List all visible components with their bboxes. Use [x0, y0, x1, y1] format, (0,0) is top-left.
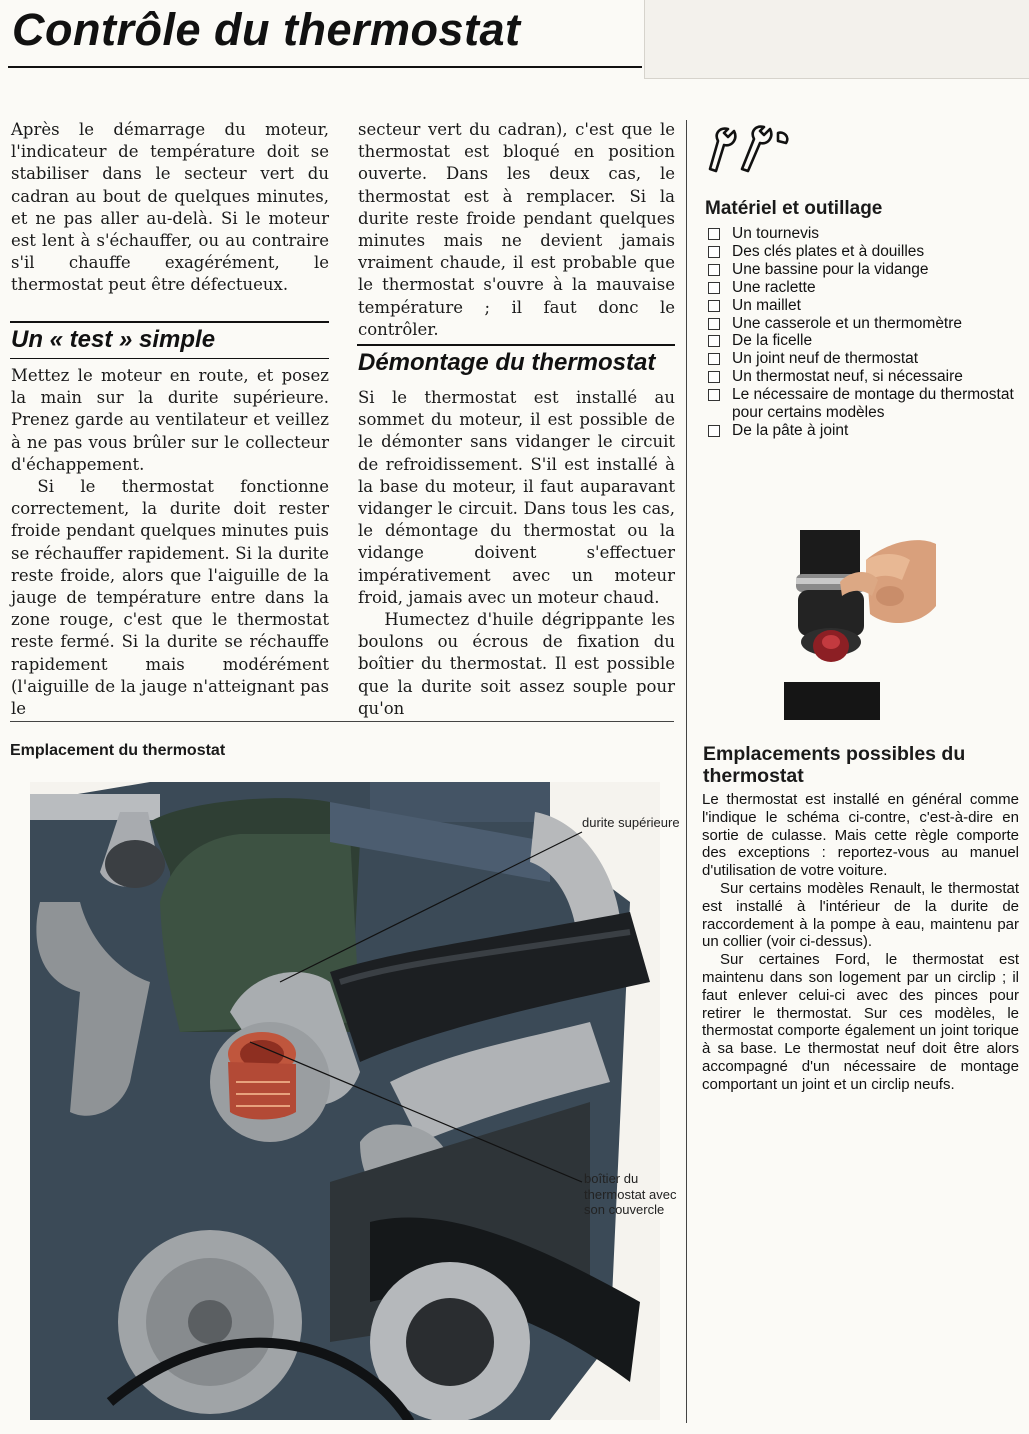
checklist-item: [707, 350, 1027, 368]
checklist-item: [707, 315, 1027, 333]
callout-label: durite supérieure: [582, 815, 680, 830]
checklist-item-label: Un joint neuf de thermostat: [732, 350, 919, 368]
checklist-item-label: Une raclette: [732, 278, 816, 296]
checkbox[interactable]: [708, 389, 720, 401]
emplacements-heading: Emplacements possibles du thermostat: [703, 743, 966, 787]
page-title: Contrôle du thermostat: [12, 4, 521, 55]
checklist-item-label: De la pâte à joint: [732, 421, 849, 439]
checklist-item: [707, 243, 1027, 261]
section-body-demontage: [358, 387, 675, 720]
checkbox[interactable]: [708, 282, 720, 294]
checklist-item: [707, 225, 1027, 243]
section-rule: [10, 358, 329, 359]
checkbox[interactable]: [708, 246, 720, 258]
paragraph: Si le thermostat fonctionne correctement, la durite doit rester froide pendant quelques minutes puis se réchauffer rapidement. Si la durite reste froide, alors que l'aiguille de la jauge de température entre dans la zone rouge, c'est que le thermostat reste fermé. Si la durite se réchauffe rapidement mais modérément (l'aiguille de la jauge n'atteignant pas le: [11, 477, 329, 719]
section-heading-demontage: Démontage du thermostat: [358, 349, 656, 376]
checkbox[interactable]: [708, 425, 720, 437]
column-divider-vertical: [686, 120, 687, 1423]
paragraph: Si le thermostat est installé au sommet du moteur, il est possible de le démonter sans vidanger le circuit de refroidissement. S'il est installé à la base du moteur, il faut auparavant vidanger le circuit. Dans tous les cas, le démontage du thermostat ou la vidange doivent s'effectuer impérativement avec un moteur froid, jamais avec un moteur chaud.: [358, 388, 675, 607]
paragraph: Mettez le moteur en route, et posez la main sur la durite supérieure. Prenez garde au ventilateur et veillez à ne pas vous brûler sur le collecteur d'échappement.: [11, 366, 329, 474]
checklist-item: [707, 422, 1027, 440]
checkbox[interactable]: [708, 300, 720, 312]
paragraph: Sur certains modèles Renault, le thermostat est installé à l'intérieur de la durite de raccordement à la pompe à eau, maintenu par un collier (voir ci-dessus).: [702, 879, 1019, 951]
checkbox[interactable]: [708, 264, 720, 276]
thermostat-hose-photo: [770, 530, 938, 720]
checklist-item: [707, 261, 1027, 279]
emplacements-body: [702, 791, 1019, 1094]
paragraph: Humectez d'huile dégrippante les boulons ou écrous de fixation du boîtier du thermostat. Il est possible que la durite soit assez souple pour qu'on: [358, 610, 675, 718]
paragraph: Le thermostat est installé en général comme l'indique le schéma ci-contre, c'est-à-dire en sortie de culasse. Mais cette règle comporte des exceptions : reportez-vous au manuel d'utilisation de votre voiture.: [702, 791, 1019, 880]
section-body-test: [11, 365, 329, 720]
checklist-item-label: Une casserole et un thermomètre: [732, 314, 963, 332]
materials-heading: Matériel et outillage: [705, 198, 883, 219]
checkbox[interactable]: [708, 228, 720, 240]
materials-checklist: [707, 225, 1027, 440]
engine-illustration: [30, 782, 660, 1420]
checklist-item-label: Des clés plates et à douilles: [732, 242, 925, 260]
section-rule: [357, 344, 675, 346]
section-heading-test: Un « test » simple: [11, 326, 216, 353]
checklist-item: [707, 368, 1027, 386]
page-corner-paper: [644, 0, 1029, 79]
section-rule: [10, 321, 329, 323]
paragraph: Sur certaines Ford, le thermostat est maintenu dans son logement par un circlip ; il faut enlever celui-ci avec des pinces pour retirer le thermostat. Sur ces modèles, le thermostat comporte également un joint torique à sa base. Le thermostat neuf doit être alors accompagné d'un nécessaire de montage comportant un joint et un circlip neufs.: [702, 951, 1019, 1093]
callout-upper-hose: [582, 815, 682, 831]
checklist-item: [707, 332, 1027, 350]
intro-paragraph-1: Après le démarrage du moteur, l'indicateur de température doit se stabiliser dans le secteur vert du cadran au bout de quelques minutes, et ne pas aller au-delà. Si le moteur est lent à s'échauffer, ou au contraire s'il chauffe exagérément, le thermostat peut être défectueux.: [11, 120, 329, 295]
checklist-item: [707, 386, 1027, 422]
column-divider-horizontal: [10, 721, 674, 722]
checklist-item-label: Un tournevis: [732, 225, 820, 242]
checklist-item-label: Le nécessaire de montage du thermostat pour certains modèles: [732, 386, 1014, 422]
callout-thermostat-housing: [584, 1171, 684, 1218]
wrench-icon: [706, 121, 792, 175]
title-rule: [8, 66, 642, 68]
checkbox[interactable]: [708, 353, 720, 365]
callout-label: boîtier du thermostat avec son couvercle: [584, 1171, 677, 1217]
checklist-item-label: De la ficelle: [732, 332, 813, 350]
intro-column-1: [11, 119, 329, 297]
checklist-item: [707, 297, 1027, 315]
checkbox[interactable]: [708, 335, 720, 347]
checklist-item-label: Une bassine pour la vidange: [732, 260, 929, 278]
checklist-item: [707, 279, 1027, 297]
checklist-item-label: Un thermostat neuf, si nécessaire: [732, 368, 963, 386]
intro-column-2: [358, 119, 675, 341]
intro-paragraph-2: secteur vert du cadran), c'est que le thermostat est bloqué en position ouverte. Dans les deux cas, le thermostat est à remplacer. Si la durite reste froide pendant quelques minutes mais ne devient jamais vraiment chaude, il est probable que le thermostat s'ouvre à la mauvaise température ; il faut donc le contrôler.: [358, 120, 675, 339]
figure-label: Emplacement du thermostat: [10, 742, 226, 759]
checkbox[interactable]: [708, 318, 720, 330]
checklist-item-label: Un maillet: [732, 296, 801, 314]
checkbox[interactable]: [708, 371, 720, 383]
